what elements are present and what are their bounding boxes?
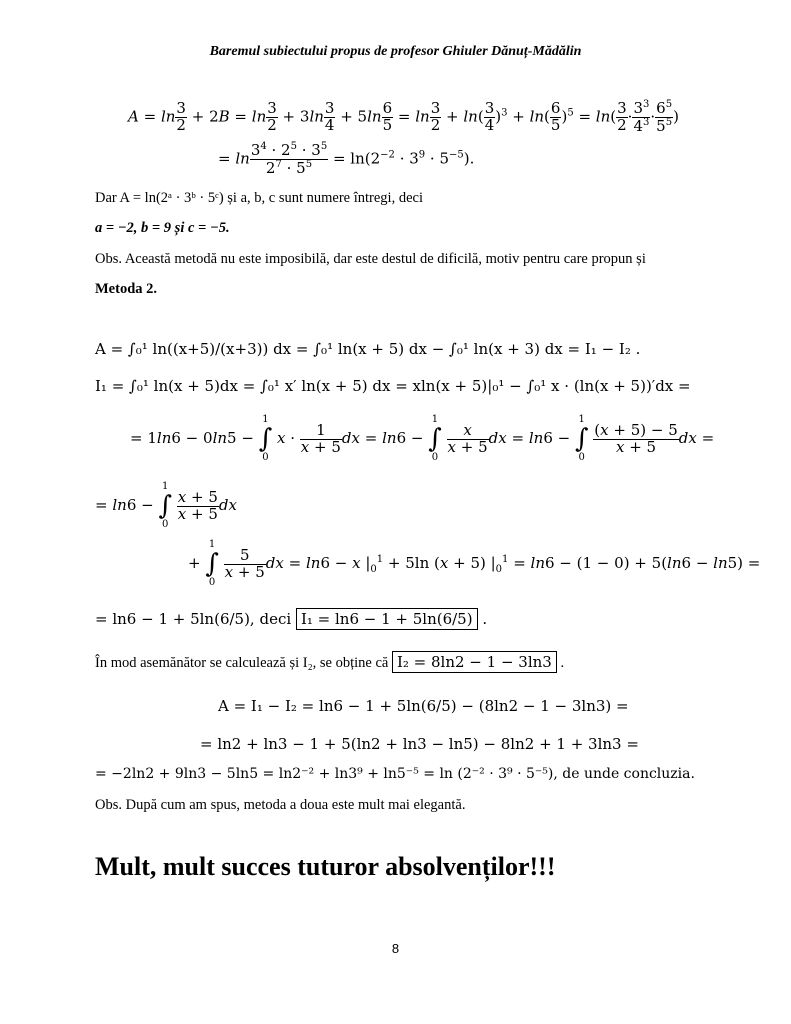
page-number: 8 bbox=[391, 941, 400, 956]
observation-2: Obs. După cum am spus, metoda a doua este mult mai elegantă. bbox=[95, 797, 466, 813]
equation-I1: I₁ = ∫₀¹ ln(x + 5)dx = ∫₀¹ x′ ln(x + 5) dx = xln(x + 5)|₀¹ − ∫₀¹ x · (ln(x + 5))′dx = bbox=[95, 377, 691, 395]
result-abc: a = −2, b = 9 și c = −5. bbox=[95, 220, 230, 236]
equation-I1-step3: = ln6 − 1 ∫ 0 $\frac{x + 5}{x + 5}$ dx bbox=[95, 481, 237, 530]
page-header: Baremul subiectului propus de profesor Ghiuler Dănuț-Mădălin bbox=[209, 44, 582, 59]
paragraph-given: Dar A = ln(2ᵃ · 3ᵇ · 5ᶜ) și a, b, c sunt numere întregi, deci bbox=[95, 190, 423, 206]
observation-1: Obs. Această metodă nu este imposibilă, dar este destul de dificilă, motiv pentru care propun și bbox=[95, 251, 646, 267]
equation-line-1: A = ln $\frac{3}{2}$ + 2B = ln $\frac{3}{2}$ + 3ln $\frac{3}{4}$ + 5ln $\frac{6}{5}$ = ln $\frac{3}{2}$ + ln( $\frac{3}{4}$ )$^3$ + ln( $\frac{6}{5}$ )$^5$ = ln( $\frac{3}{2}$ · $\frac{3^3}{4^3}$ · $\frac{6^5}{5^5}$ ) bbox=[128, 99, 679, 135]
method-2-heading: Metoda 2. bbox=[95, 281, 158, 297]
closing-message: Mult, mult succes tuturor absolvenților!!! bbox=[95, 852, 556, 881]
equation-final-3: = −2ln2 + 9ln3 − 5ln5 = ln2⁻² + ln3⁹ + ln5⁻⁵ = ln (2⁻² · 3⁹ · 5⁻⁵), de unde concluzia. bbox=[95, 766, 695, 782]
equation-I2-line: În mod asemănător se calculează și I₂, se obține că I₂ = 8ln2 − 1 − 3ln3 . bbox=[95, 653, 565, 671]
equation-I1-result-line: = ln6 − 1 + 5ln(6/5), deci I₁ = ln6 − 1 + 5ln(6/5) . bbox=[95, 610, 488, 628]
equation-I2-prefix: În mod asemănător se calculează și I₂, se obține că bbox=[95, 655, 389, 671]
equation-A-integral: A = ∫₀¹ ln((x+5)/(x+3)) dx = ∫₀¹ ln(x + 5) dx − ∫₀¹ ln(x + 3) dx = I₁ − I₂ . bbox=[95, 340, 641, 358]
equation-I1-result-prefix: = ln6 − 1 + 5ln(6/5), deci bbox=[95, 610, 292, 628]
equation-final-1: A = I₁ − I₂ = ln6 − 1 + 5ln(6/5) − (8ln2 − 1 − 3ln3) = bbox=[218, 697, 629, 715]
equation-I1-step4: + 1 ∫ 0 $\frac{5}{x + 5}$ dx = ln6 − x $|_0^1 + 5\ln$ (x + 5) $|_0^1 = \ln 6 - (1 - 0) + 5(\ln 6 - \ln 5)$ = bbox=[188, 539, 761, 588]
boxed-I2-result: I₂ = 8ln2 − 1 − 3ln3 bbox=[392, 651, 557, 673]
boxed-I1-result: I₁ = ln6 − 1 + 5ln(6/5) bbox=[296, 608, 478, 630]
equation-final-2: = ln2 + ln3 − 1 + 5(ln2 + ln3 − ln5) − 8ln2 + 1 + 3ln3 = bbox=[200, 735, 639, 753]
equation-I1-step2: = 1ln6 − 0ln5 − 1 ∫ 0 x · $\frac{1}{x + 5}$ dx = ln6 − 1 ∫ 0 $\frac{x}{x + 5}$ dx = ln6 − 1 ∫ 0 $\frac{(x + 5) - 5}{x + 5}$ dx = bbox=[130, 414, 715, 463]
equation-line-2: = ln $\frac{3^4 \cdot 2^5 \cdot 3^5}{2^7 \cdot 5^5}$ = $\ln(2^{-2} \cdot 3^9 \cdot 5^{-5})$. bbox=[218, 141, 475, 177]
